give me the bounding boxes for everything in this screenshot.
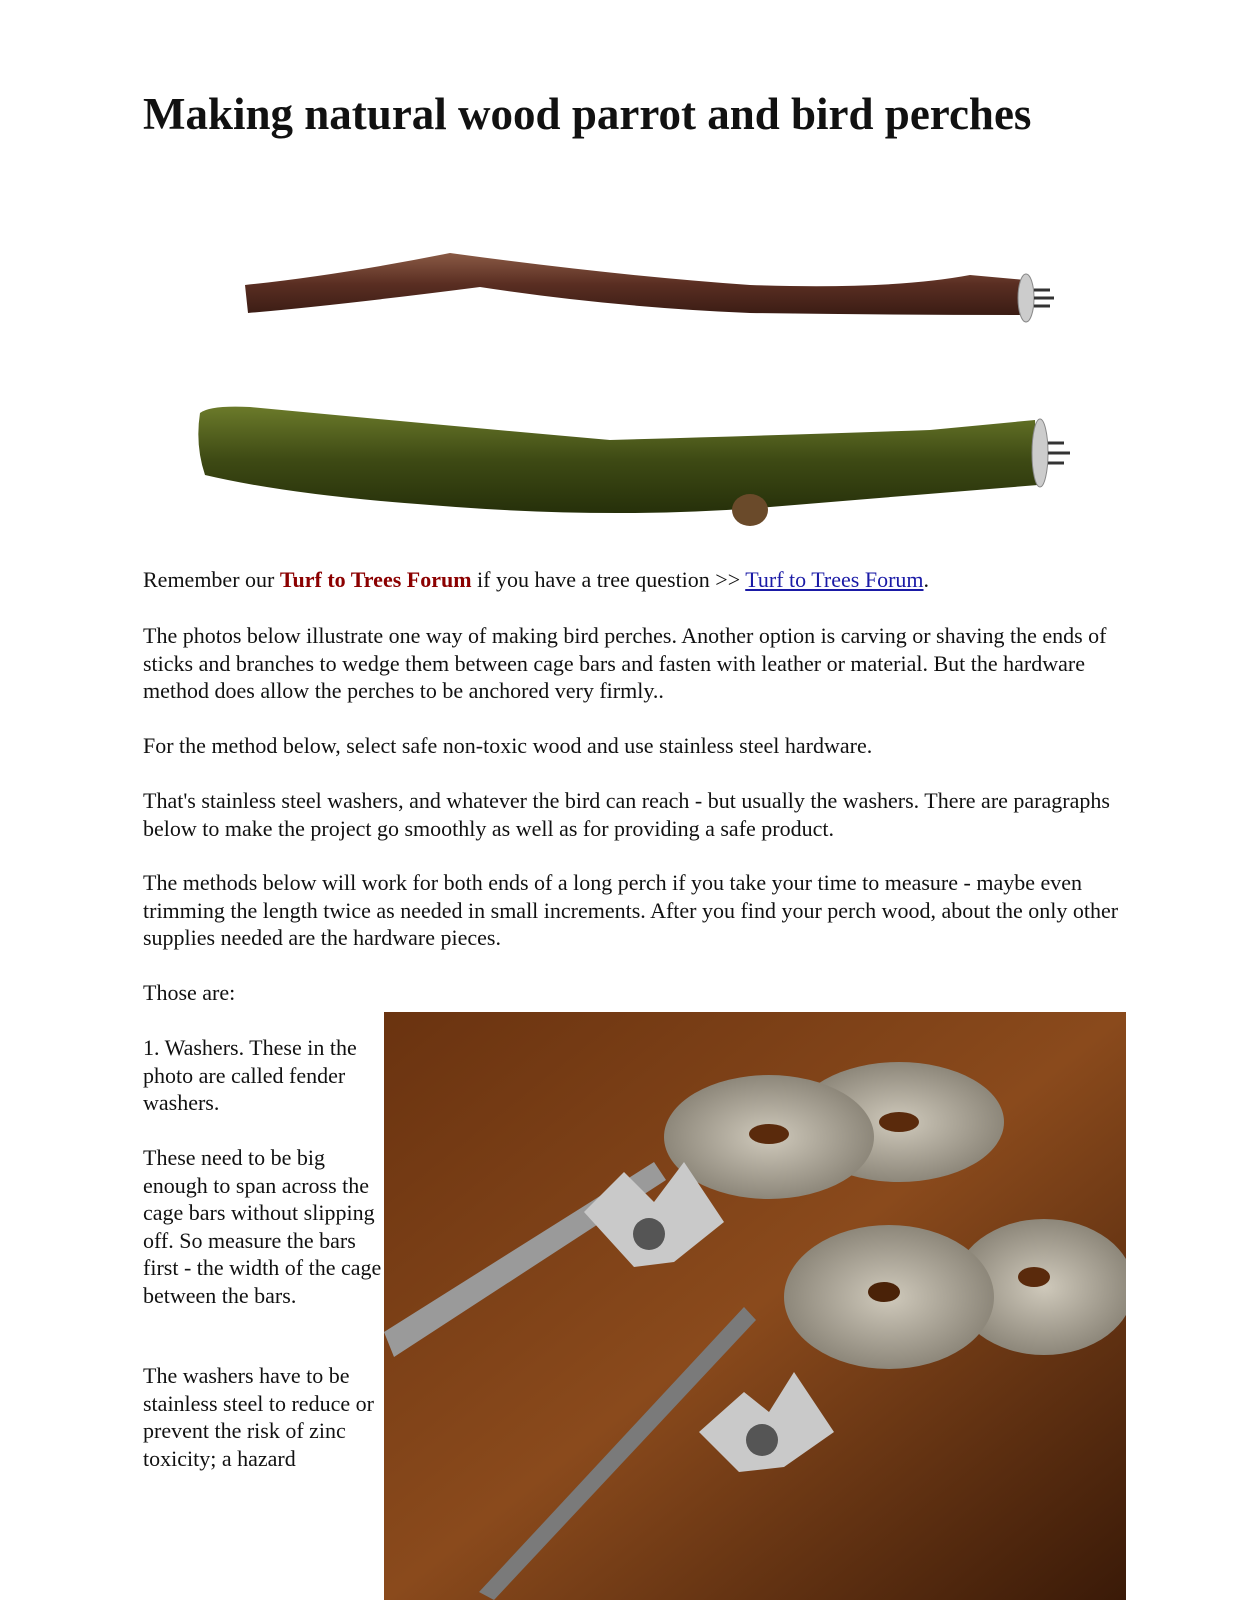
text: Remember our bbox=[143, 567, 280, 592]
washer bbox=[1018, 274, 1034, 322]
paragraph: That's stainless steel washers, and whatever the bird can reach - but usually the washers. There are paragraphs below to make the project go smoothly as well as for providing a safe product. bbox=[143, 788, 1110, 841]
paragraph: These need to be big enough to span across the cage bars without slipping off. So measure the bars first - the width of the cage between the bars. bbox=[143, 1145, 382, 1308]
paragraph: Those are: bbox=[143, 980, 236, 1005]
paragraph: The methods below will work for both ends of a long perch if you take your time to measure - maybe even trimming the length twice as needed in small increments. After you find your perch wood, about the only other supplies needed are the hardware pieces. bbox=[143, 870, 1119, 950]
paragraph: 1. Washers. These in the photo are called fender washers. bbox=[143, 1035, 357, 1115]
green-perch bbox=[198, 407, 1038, 513]
paragraph: The photos below illustrate one way of making bird perches. Another option is carving or shaving the ends of sticks and branches to wedge them between cage bars and fasten with leather or material. But the hardware method does allow the perches to be anchored very firmly.. bbox=[143, 623, 1107, 703]
page-title: Making natural wood parrot and bird perches bbox=[143, 89, 1032, 139]
branch-knot bbox=[732, 494, 768, 526]
brown-perch bbox=[245, 253, 1025, 315]
paragraph: The washers have to be stainless steel to reduce or prevent the risk of zinc toxicity; a hazard bbox=[143, 1363, 374, 1471]
hardware-photo bbox=[384, 1012, 1126, 1600]
paragraph: For the method below, select safe non-toxic wood and use stainless steel hardware. bbox=[143, 733, 873, 758]
text: . bbox=[923, 567, 930, 592]
forum-reminder bbox=[143, 566, 1123, 594]
perches-photo bbox=[190, 235, 1085, 545]
bolt-end bbox=[1034, 290, 1054, 306]
washer bbox=[1032, 419, 1048, 487]
forum-name: Turf to Trees Forum bbox=[279, 567, 472, 592]
text: if you have a tree question >> bbox=[471, 567, 746, 592]
bolt-end bbox=[1048, 443, 1070, 463]
forum-link[interactable]: Turf to Trees Forum bbox=[745, 567, 924, 592]
